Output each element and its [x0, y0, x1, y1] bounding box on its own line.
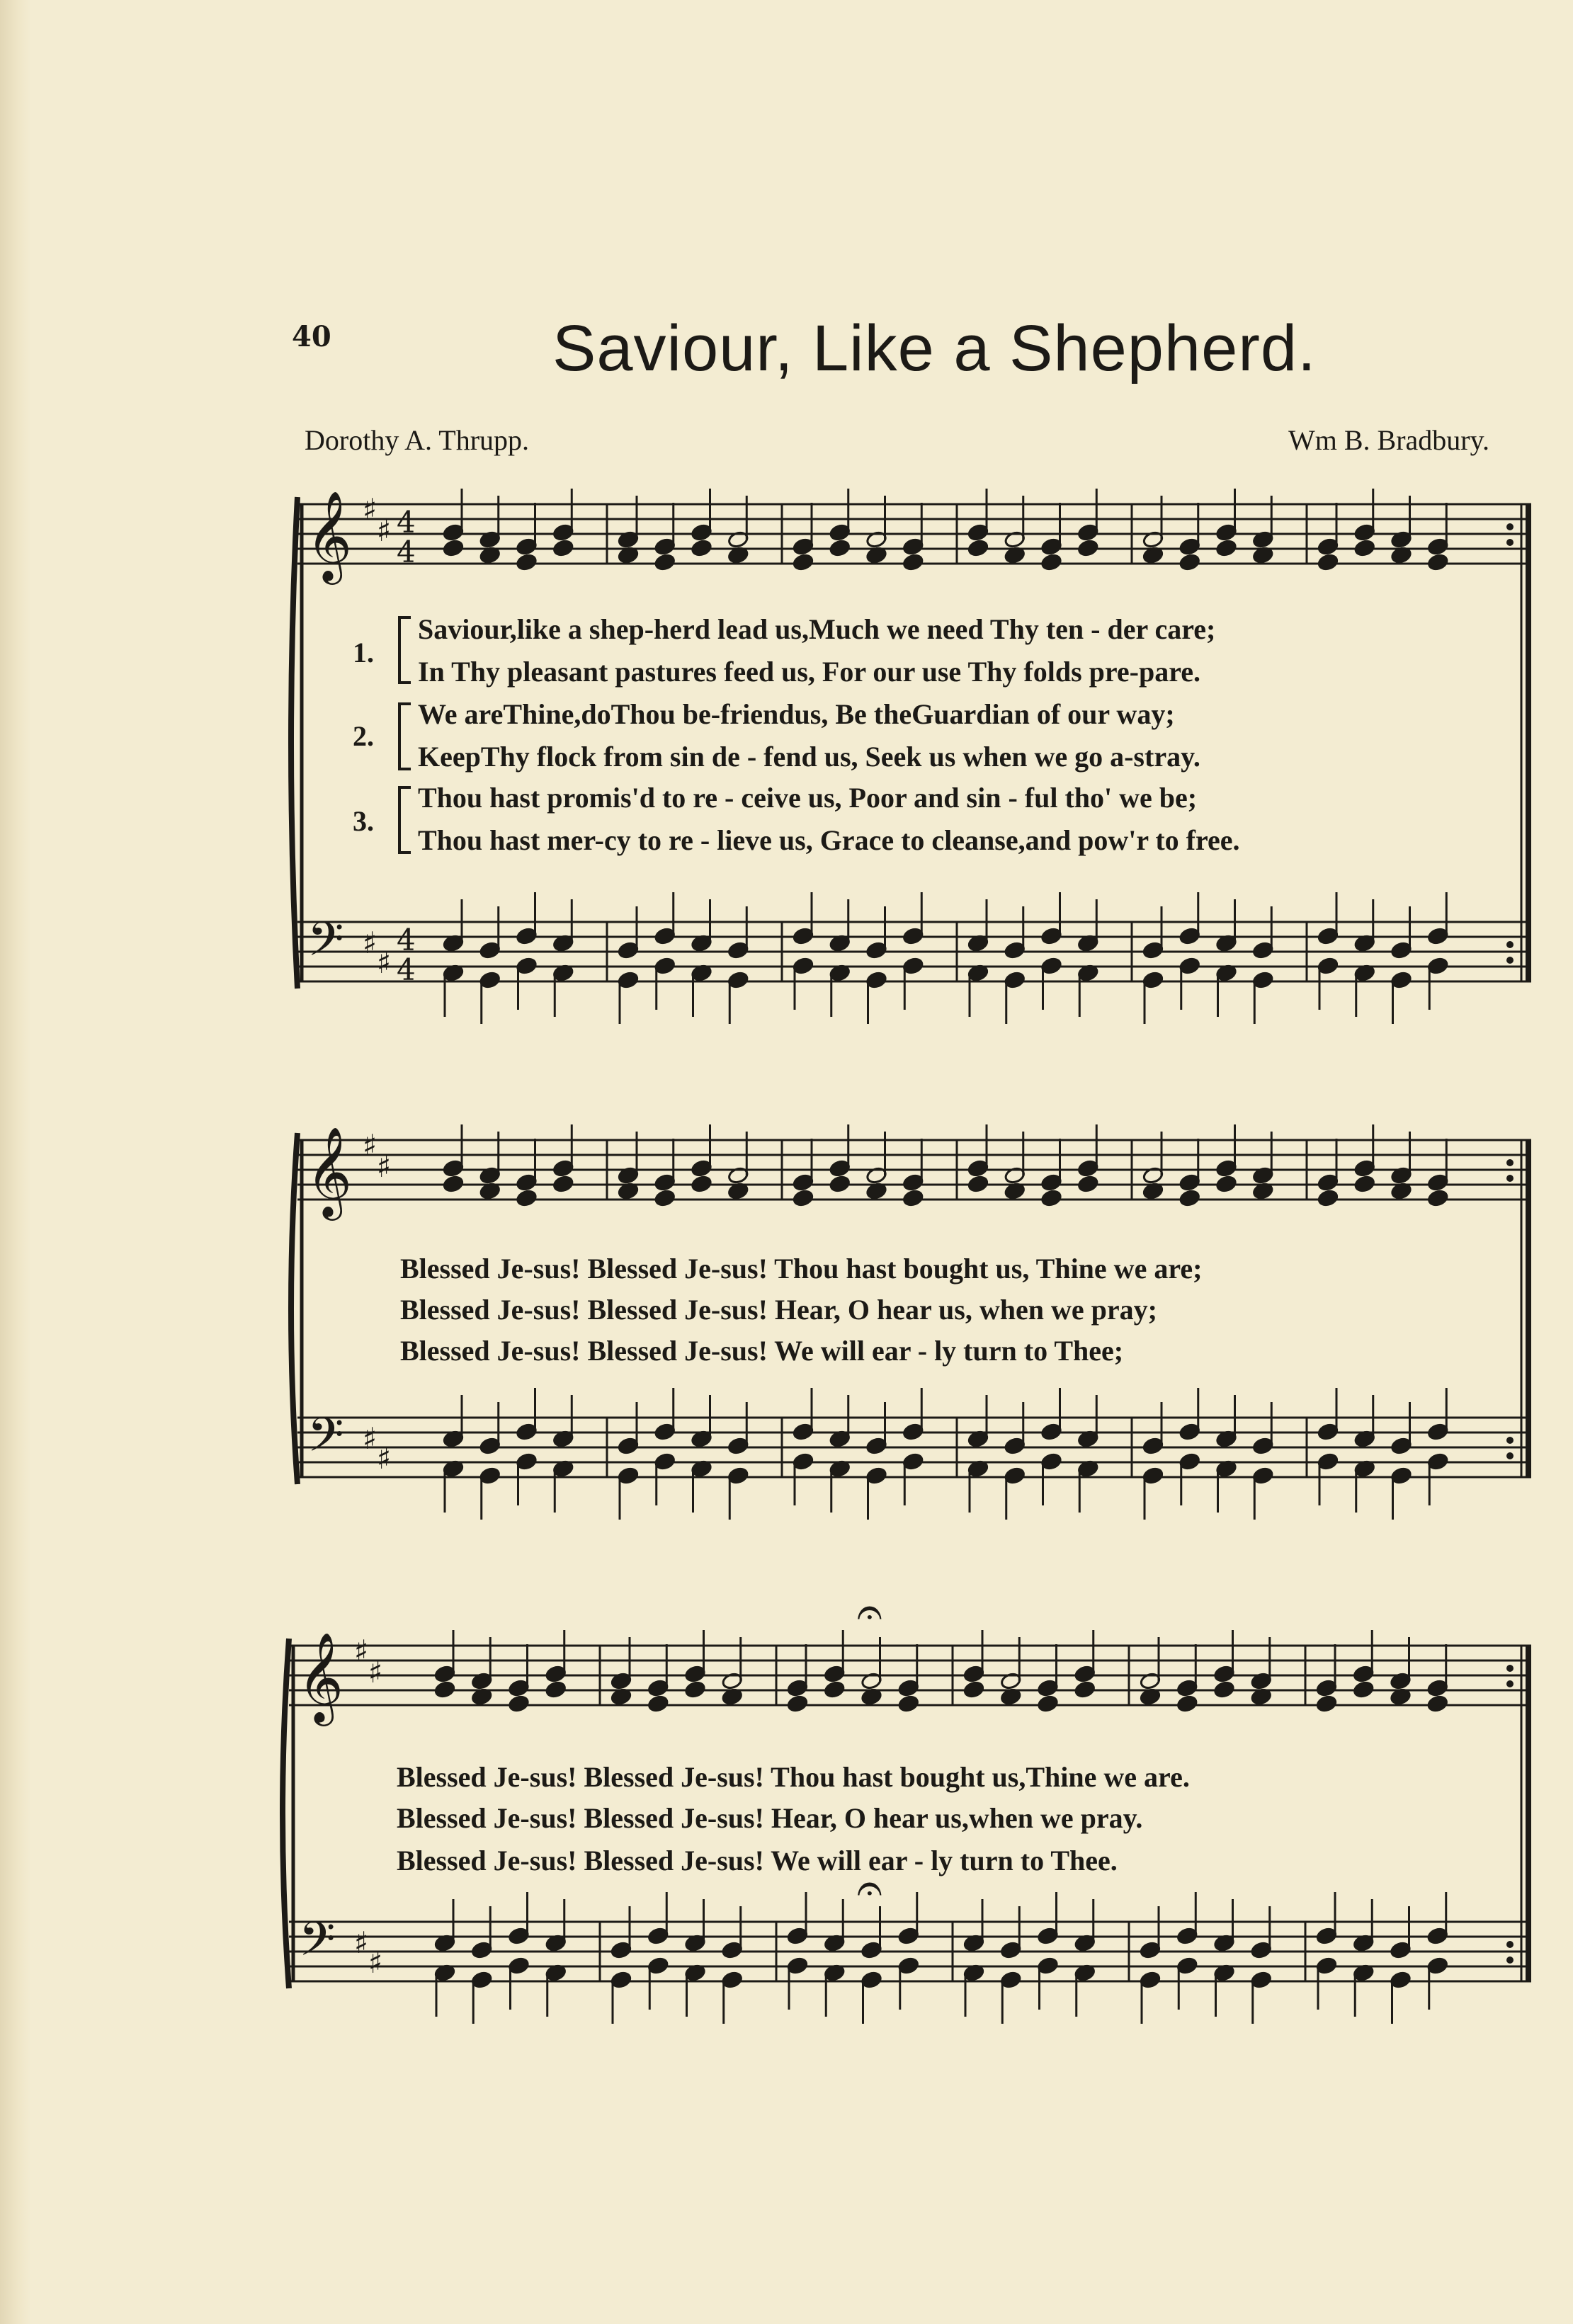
system-2-treble-clef: 𝄞 — [306, 1126, 353, 1217]
system-1-brace — [291, 497, 297, 989]
system-3-alto-note — [963, 1680, 985, 1699]
refrain-a-line-3: Blessed Je-sus! Blessed Je-sus! We will ear - ly turn to Thee; — [400, 1335, 1124, 1367]
verse-2-line-1: We areThine,doThou be-friendus, Be theGuardian of our way; — [418, 698, 1175, 730]
system-1-alto-note — [967, 539, 989, 557]
system-2-alto-note — [829, 1175, 851, 1193]
system-2-brace — [291, 1133, 297, 1484]
system-2-alto-note — [516, 1189, 538, 1207]
system-1-alto-note — [516, 553, 538, 571]
system-1-alto-note — [1179, 553, 1200, 571]
fermata-bass: 𝄐 — [857, 1862, 882, 1915]
system-3-alto-note — [434, 1680, 456, 1699]
system-1-repeat-dot — [1506, 523, 1514, 530]
system-3-alto-note — [1074, 1680, 1096, 1699]
system-2-alto-note — [691, 1175, 712, 1193]
system-3-alto-note — [1176, 1694, 1198, 1713]
verse-1-line-1: Saviour,like a shep-herd lead us,Much we need Thy ten - der care; — [418, 613, 1216, 645]
system-2-bass-sharp-1: ♯ — [363, 1421, 377, 1456]
system-2-treble-sharp-1: ♯ — [363, 1128, 377, 1163]
system-3-alto-note — [1213, 1680, 1235, 1699]
system-2-bass-clef: 𝄢 — [307, 1408, 344, 1474]
verse-bracket-2 — [398, 702, 411, 770]
system-1-alto-note — [1040, 553, 1062, 571]
system-1-alto-note — [793, 553, 814, 571]
verse-number-3: 3. — [353, 805, 374, 837]
system-2-alto-note — [902, 1189, 924, 1207]
system-3-treble-sharp-1: ♯ — [354, 1634, 369, 1668]
system-1-bass-sharp-1: ♯ — [363, 925, 377, 960]
verse-number-1: 1. — [353, 637, 374, 668]
system-1-bass-clef: 𝄢 — [307, 912, 344, 978]
system-2-alto-note — [654, 1189, 676, 1207]
system-1-repeat-dot — [1506, 957, 1514, 964]
system-2-alto-note — [1427, 1189, 1449, 1207]
system-3-alto-note — [824, 1680, 846, 1699]
system-2-alto-note — [967, 1175, 989, 1193]
system-3-alto-note — [647, 1694, 669, 1713]
system-3-bass-clef: 𝄢 — [299, 1912, 336, 1978]
system-3-alto-note — [1316, 1694, 1338, 1713]
system-2-repeat-dot — [1506, 1175, 1514, 1182]
system-3-brace — [283, 1639, 289, 1988]
system-2-bass-sharp-2: ♯ — [377, 1441, 392, 1476]
system-2-treble-sharp-2: ♯ — [377, 1149, 392, 1184]
system-1-alto-note — [902, 553, 924, 571]
system-3-alto-note — [545, 1680, 567, 1699]
verse-1-line-2: In Thy pleasant pastures feed us, For our use Thy folds pre-pare. — [418, 656, 1201, 688]
system-2-repeat-dot — [1506, 1452, 1514, 1459]
system-3-repeat-dot — [1506, 1665, 1514, 1672]
system-1-repeat-dot — [1506, 539, 1514, 546]
system-3-alto-note — [1426, 1694, 1448, 1713]
system-3-alto-note — [1353, 1680, 1375, 1699]
system-3-treble-clef: 𝄞 — [297, 1631, 344, 1722]
system-1-alto-note — [829, 539, 851, 557]
system-1-alto-note — [691, 539, 712, 557]
refrain-b-line-1: Blessed Je-sus! Blessed Je-sus! Thou hast bought us,Thine we are. — [397, 1761, 1190, 1793]
system-1-alto-note — [1215, 539, 1237, 557]
system-1-alto-note — [443, 539, 465, 557]
page-number: 40 — [292, 320, 331, 353]
system-1-alto-note — [1317, 553, 1339, 571]
system-3-treble-sharp-2: ♯ — [368, 1655, 383, 1690]
system-3-alto-note — [1037, 1694, 1059, 1713]
system-1-bass-sharp-2: ♯ — [377, 945, 392, 980]
system-2-repeat-dot — [1506, 1437, 1514, 1444]
system-3-bass-sharp-2: ♯ — [368, 1945, 383, 1980]
refrain-a-line-1: Blessed Je-sus! Blessed Je-sus! Thou hast bought us, Thine we are; — [400, 1253, 1203, 1285]
system-3-alto-note — [684, 1680, 706, 1699]
system-2-alto-note — [552, 1175, 574, 1193]
system-3-alto-note — [508, 1694, 530, 1713]
system-2-alto-note — [793, 1189, 814, 1207]
fermata-treble: 𝄐 — [857, 1586, 882, 1639]
refrain-b-line-3: Blessed Je-sus! Blessed Je-sus! We will ear - ly turn to Thee. — [397, 1845, 1118, 1876]
system-2-alto-note — [1077, 1175, 1099, 1193]
verse-3-line-2: Thou hast mer-cy to re - lieve us, Grace to cleanse,and pow'r to free. — [418, 824, 1240, 856]
system-2-alto-note — [1353, 1175, 1375, 1193]
time-signature-bottom: 4 — [397, 535, 416, 569]
verse-number-2: 2. — [353, 720, 374, 752]
time-signature-top: 4 — [397, 505, 416, 540]
system-2-alto-note — [443, 1175, 465, 1193]
system-3-repeat-dot — [1506, 1680, 1514, 1687]
verse-2-line-2: KeepThy flock from sin de - fend us, Seek us when we go a-stray. — [418, 741, 1200, 773]
system-2-alto-note — [1179, 1189, 1200, 1207]
system-1-treble-clef: 𝄞 — [306, 490, 353, 581]
system-3-alto-note — [897, 1694, 919, 1713]
bass-time-signature-top: 4 — [397, 923, 416, 957]
hymn-title: Saviour, Like a Shepherd. — [552, 312, 1317, 385]
verse-3-line-1: Thou hast promis'd to re - ceive us, Poor and sin - ful tho' we be; — [418, 782, 1198, 814]
composer-credit: Wm B. Bradbury. — [1288, 424, 1489, 456]
refrain-a-line-2: Blessed Je-sus! Blessed Je-sus! Hear, O hear us, when we pray; — [400, 1294, 1157, 1326]
lyricist-credit: Dorothy A. Thrupp. — [305, 424, 530, 456]
verse-bracket-3 — [398, 786, 411, 854]
verse-bracket-1 — [398, 616, 411, 684]
system-1-repeat-dot — [1506, 941, 1514, 948]
system-1-treble-sharp-2: ♯ — [377, 513, 392, 548]
refrain-b-line-2: Blessed Je-sus! Blessed Je-sus! Hear, O hear us,when we pray. — [397, 1802, 1143, 1834]
system-2-alto-note — [1215, 1175, 1237, 1193]
system-1-alto-note — [1353, 539, 1375, 557]
system-3-alto-note — [787, 1694, 809, 1713]
bass-time-signature-bottom: 4 — [397, 952, 416, 987]
system-3-bass-sharp-1: ♯ — [354, 1925, 369, 1960]
system-1-treble-sharp-1: ♯ — [363, 492, 377, 527]
system-1-alto-note — [654, 553, 676, 571]
system-1-alto-note — [1077, 539, 1099, 557]
system-2-repeat-dot — [1506, 1159, 1514, 1166]
system-1-alto-note — [1427, 553, 1449, 571]
system-3-repeat-dot — [1506, 1956, 1514, 1964]
system-2-alto-note — [1040, 1189, 1062, 1207]
system-3-repeat-dot — [1506, 1941, 1514, 1948]
system-1-alto-note — [552, 539, 574, 557]
system-2-alto-note — [1317, 1189, 1339, 1207]
